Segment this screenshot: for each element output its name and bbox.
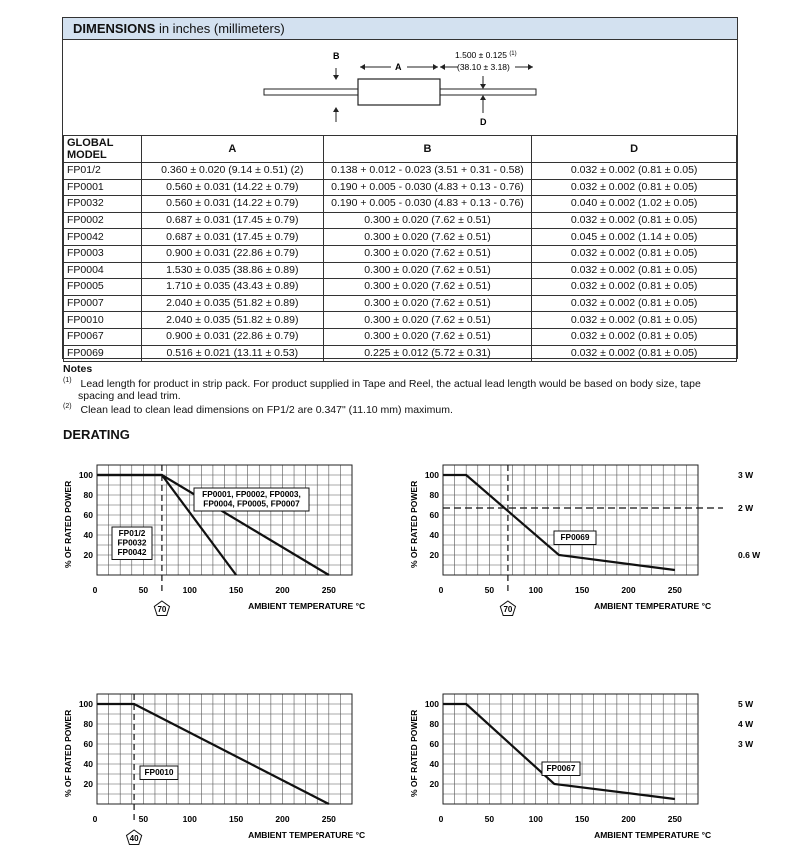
right-axis-label: 3 W xyxy=(738,739,754,749)
d-label: D xyxy=(480,117,487,127)
table-row xyxy=(64,179,737,196)
x-tick-label: 200 xyxy=(621,585,636,595)
cell-b: 0.300 ± 0.020 (7.62 ± 0.51) xyxy=(323,229,532,246)
note-1 xyxy=(63,377,701,390)
table-row xyxy=(64,212,737,229)
y-tick-label: 100 xyxy=(78,699,93,709)
grid xyxy=(443,465,698,575)
x-tick-label: 100 xyxy=(528,814,543,824)
cell-model: FP0042 xyxy=(64,229,142,246)
marker-label: 70 xyxy=(157,605,167,614)
annotation-label: FP0032 xyxy=(117,537,147,548)
x-axis-label: AMBIENT TEMPERATURE °C xyxy=(248,601,366,611)
y-tick-label: 60 xyxy=(429,510,439,520)
dimensions-section xyxy=(62,17,738,359)
annotation-label: FP0004, FP0005, FP0007 xyxy=(203,498,300,509)
cell-model: FP0005 xyxy=(64,279,142,296)
cell-a: 0.560 ± 0.031 (14.22 ± 0.79) xyxy=(141,179,323,196)
marker-label: 70 xyxy=(503,605,513,614)
cell-b: 0.138 + 0.012 - 0.023 (3.51 + 0.31 - 0.58) xyxy=(323,163,532,180)
table-row xyxy=(64,295,737,312)
y-tick-label: 40 xyxy=(429,530,439,540)
x-tick-label: 50 xyxy=(484,814,495,824)
x-tick-label: 0 xyxy=(92,585,98,595)
resistor-outline-svg xyxy=(63,40,737,135)
cell-model: FP0003 xyxy=(64,245,142,262)
cell-b: 0.300 ± 0.020 (7.62 ± 0.51) xyxy=(323,279,532,296)
cell-d: 0.032 ± 0.002 (0.81 ± 0.05) xyxy=(532,295,737,312)
x-tick-label: 100 xyxy=(528,585,543,595)
lead-length-inches: 1.500 ± 0.125 $^{(1)}$ xyxy=(455,50,517,60)
cell-model: FP0007 xyxy=(64,295,142,312)
y-tick-label: 80 xyxy=(83,490,93,500)
x-tick-label: 250 xyxy=(321,585,336,595)
y-tick-label: 100 xyxy=(424,699,439,709)
x-tick-label: 200 xyxy=(621,814,636,824)
cell-b: 0.300 ± 0.020 (7.62 ± 0.51) xyxy=(323,262,532,279)
cell-a: 0.360 ± 0.020 (9.14 ± 0.51) (2) xyxy=(141,163,323,180)
note-1-continued: spacing and lead trim. xyxy=(78,390,181,402)
lead-arrow-right xyxy=(528,64,533,70)
annotation-label: FP01/2 xyxy=(118,528,146,538)
cell-d: 0.032 ± 0.002 (0.81 ± 0.05) xyxy=(532,179,737,196)
cell-a: 0.900 ± 0.031 (22.86 ± 0.79) xyxy=(141,328,323,345)
table-row xyxy=(64,245,737,262)
cell-b: 0.300 ± 0.020 (7.62 ± 0.51) xyxy=(323,328,532,345)
x-tick-label: 250 xyxy=(667,585,682,595)
y-tick-label: 40 xyxy=(83,530,93,540)
cell-a: 0.900 ± 0.031 (22.86 ± 0.79) xyxy=(141,245,323,262)
y-tick-label: 20 xyxy=(429,550,439,560)
cell-model: FP0069 xyxy=(64,345,142,362)
b-arrow-bottom-head xyxy=(333,107,339,112)
resistor-drawing xyxy=(63,40,737,136)
annotation-label: FP0042 xyxy=(117,547,147,557)
col-header-model: GLOBAL MODEL xyxy=(64,136,142,163)
marker-label: 40 xyxy=(129,834,139,843)
resistor-body xyxy=(358,79,440,105)
note-2-text: Clean lead to clean lead dimensions on FP1/2 are 0.347" (11.10 mm) maximum. xyxy=(80,403,453,416)
grid xyxy=(97,694,352,804)
cell-b: 0.300 ± 0.020 (7.62 ± 0.51) xyxy=(323,312,532,329)
y-tick-label: 60 xyxy=(429,739,439,749)
cell-b: 0.300 ± 0.020 (7.62 ± 0.51) xyxy=(323,295,532,312)
a-arrow-right xyxy=(433,64,438,70)
lead-arrow-left xyxy=(440,64,445,70)
cell-a: 2.040 ± 0.035 (51.82 ± 0.89) xyxy=(141,295,323,312)
b-label: B xyxy=(333,51,340,61)
table-row xyxy=(64,196,737,213)
table-row xyxy=(64,328,737,345)
cell-a: 1.530 ± 0.035 (38.86 ± 0.89) xyxy=(141,262,323,279)
y-tick-label: 80 xyxy=(429,490,439,500)
dimensions-title: DIMENSIONS in inches (millimeters) xyxy=(73,21,285,36)
y-tick-label: 20 xyxy=(83,779,93,789)
y-tick-label: 20 xyxy=(429,779,439,789)
a-arrow-left xyxy=(360,64,365,70)
x-tick-label: 250 xyxy=(667,814,682,824)
y-axis-label: % OF RATED POWER xyxy=(63,709,73,797)
col-header-a: A xyxy=(141,136,323,163)
annotation-label: FP0001, FP0002, FP0003, xyxy=(202,489,301,499)
annotation-label: FP0010 xyxy=(144,767,174,777)
table-row xyxy=(64,345,737,362)
cell-d: 0.032 ± 0.002 (0.81 ± 0.05) xyxy=(532,245,737,262)
right-axis-label: 3 W xyxy=(738,470,754,480)
grid xyxy=(443,694,698,804)
col-header-b: B xyxy=(323,136,532,163)
cell-a: 0.687 ± 0.031 (17.45 ± 0.79) xyxy=(141,229,323,246)
x-tick-label: 100 xyxy=(182,585,197,595)
note-2 xyxy=(63,403,453,416)
x-tick-label: 50 xyxy=(138,585,149,595)
right-lead xyxy=(440,89,536,95)
x-tick-label: 150 xyxy=(574,585,590,595)
dimensions-table xyxy=(63,135,737,362)
derating-chart-2 xyxy=(408,455,761,620)
cell-b: 0.190 + 0.005 - 0.030 (4.83 + 0.13 - 0.76) xyxy=(323,196,532,213)
table-header-row xyxy=(64,136,737,163)
lead-length-mm: (38.10 ± 3.18) xyxy=(457,62,510,72)
right-axis-label: 0.6 W xyxy=(738,550,761,560)
cell-model: FP0010 xyxy=(64,312,142,329)
cell-a: 0.516 ± 0.021 (13.11 ± 0.53) xyxy=(141,345,323,362)
x-tick-label: 200 xyxy=(275,814,290,824)
dimensions-header xyxy=(63,18,737,40)
x-tick-label: 150 xyxy=(228,814,244,824)
b-arrow-top-head xyxy=(333,75,339,80)
x-axis-label: AMBIENT TEMPERATURE °C xyxy=(248,830,366,840)
y-tick-label: 100 xyxy=(78,470,93,480)
cell-b: 0.225 ± 0.012 (5.72 ± 0.31) xyxy=(323,345,532,362)
cell-d: 0.032 ± 0.002 (0.81 ± 0.05) xyxy=(532,262,737,279)
x-axis-label: AMBIENT TEMPERATURE °C xyxy=(594,830,712,840)
right-axis-label: 4 W xyxy=(738,719,754,729)
cell-d: 0.032 ± 0.002 (0.81 ± 0.05) xyxy=(532,328,737,345)
cell-d: 0.040 ± 0.002 (1.02 ± 0.05) xyxy=(532,196,737,213)
cell-b: 0.190 + 0.005 - 0.030 (4.83 + 0.13 - 0.76) xyxy=(323,179,532,196)
x-tick-label: 0 xyxy=(438,585,444,595)
y-tick-label: 80 xyxy=(83,719,93,729)
table-row xyxy=(64,312,737,329)
cell-d: 0.045 ± 0.002 (1.14 ± 0.05) xyxy=(532,229,737,246)
table-row xyxy=(64,163,737,180)
annotation-label: FP0067 xyxy=(546,763,576,773)
y-axis-label: % OF RATED POWER xyxy=(409,709,419,797)
col-header-d: D xyxy=(532,136,737,163)
d-arrow-top-head xyxy=(480,84,486,89)
cell-d: 0.032 ± 0.002 (0.81 ± 0.05) xyxy=(532,345,737,362)
x-axis-label: AMBIENT TEMPERATURE °C xyxy=(594,601,712,611)
cell-model: FP0067 xyxy=(64,328,142,345)
cell-model: FP0002 xyxy=(64,212,142,229)
left-lead xyxy=(264,89,358,95)
note-1-line-1: Lead length for product in strip pack. For product supplied in Tape and Reel, the actual lead length would be based on body size, tape xyxy=(80,377,701,390)
cell-d: 0.032 ± 0.002 (0.81 ± 0.05) xyxy=(532,163,737,180)
table-row xyxy=(64,279,737,296)
d-arrow-bottom-head xyxy=(480,95,486,100)
x-tick-label: 150 xyxy=(574,814,590,824)
y-tick-label: 60 xyxy=(83,739,93,749)
y-tick-label: 100 xyxy=(424,470,439,480)
cell-a: 2.040 ± 0.035 (51.82 ± 0.89) xyxy=(141,312,323,329)
right-axis-label: 2 W xyxy=(738,503,754,513)
derating-chart-3 xyxy=(62,684,366,849)
y-tick-label: 60 xyxy=(83,510,93,520)
cell-model: FP0032 xyxy=(64,196,142,213)
x-tick-label: 250 xyxy=(321,814,336,824)
y-axis-label: % OF RATED POWER xyxy=(63,480,73,568)
x-tick-label: 0 xyxy=(438,814,444,824)
y-tick-label: 40 xyxy=(429,759,439,769)
x-tick-label: 50 xyxy=(484,585,495,595)
annotation-label: FP0069 xyxy=(560,532,590,542)
y-tick-label: 20 xyxy=(83,550,93,560)
cell-model: FP0004 xyxy=(64,262,142,279)
x-tick-label: 100 xyxy=(182,814,197,824)
y-tick-label: 80 xyxy=(429,719,439,729)
cell-b: 0.300 ± 0.020 (7.62 ± 0.51) xyxy=(323,212,532,229)
table-row xyxy=(64,262,737,279)
x-tick-label: 50 xyxy=(138,814,149,824)
derating-title: DERATING xyxy=(63,427,130,442)
cell-d: 0.032 ± 0.002 (0.81 ± 0.05) xyxy=(532,312,737,329)
table-row xyxy=(64,229,737,246)
cell-d: 0.032 ± 0.002 (0.81 ± 0.05) xyxy=(532,279,737,296)
y-axis-label: % OF RATED POWER xyxy=(409,480,419,568)
a-label: A xyxy=(395,62,402,72)
note-2-mark: (2) xyxy=(63,403,72,410)
cell-model: FP0001 xyxy=(64,179,142,196)
y-tick-label: 40 xyxy=(83,759,93,769)
x-tick-label: 150 xyxy=(228,585,244,595)
cell-b: 0.300 ± 0.020 (7.62 ± 0.51) xyxy=(323,245,532,262)
note-1-mark: (1) xyxy=(63,377,72,384)
right-axis-label: 5 W xyxy=(738,699,754,709)
derating-chart-4 xyxy=(408,684,754,849)
notes-heading: Notes xyxy=(63,363,93,375)
x-tick-label: 200 xyxy=(275,585,290,595)
cell-d: 0.032 ± 0.002 (0.81 ± 0.05) xyxy=(532,212,737,229)
derating-chart-1 xyxy=(62,455,366,620)
x-tick-label: 0 xyxy=(92,814,98,824)
cell-a: 0.687 ± 0.031 (17.45 ± 0.79) xyxy=(141,212,323,229)
cell-a: 1.710 ± 0.035 (43.43 ± 0.89) xyxy=(141,279,323,296)
cell-model: FP01/2 xyxy=(64,163,142,180)
cell-a: 0.560 ± 0.031 (14.22 ± 0.79) xyxy=(141,196,323,213)
